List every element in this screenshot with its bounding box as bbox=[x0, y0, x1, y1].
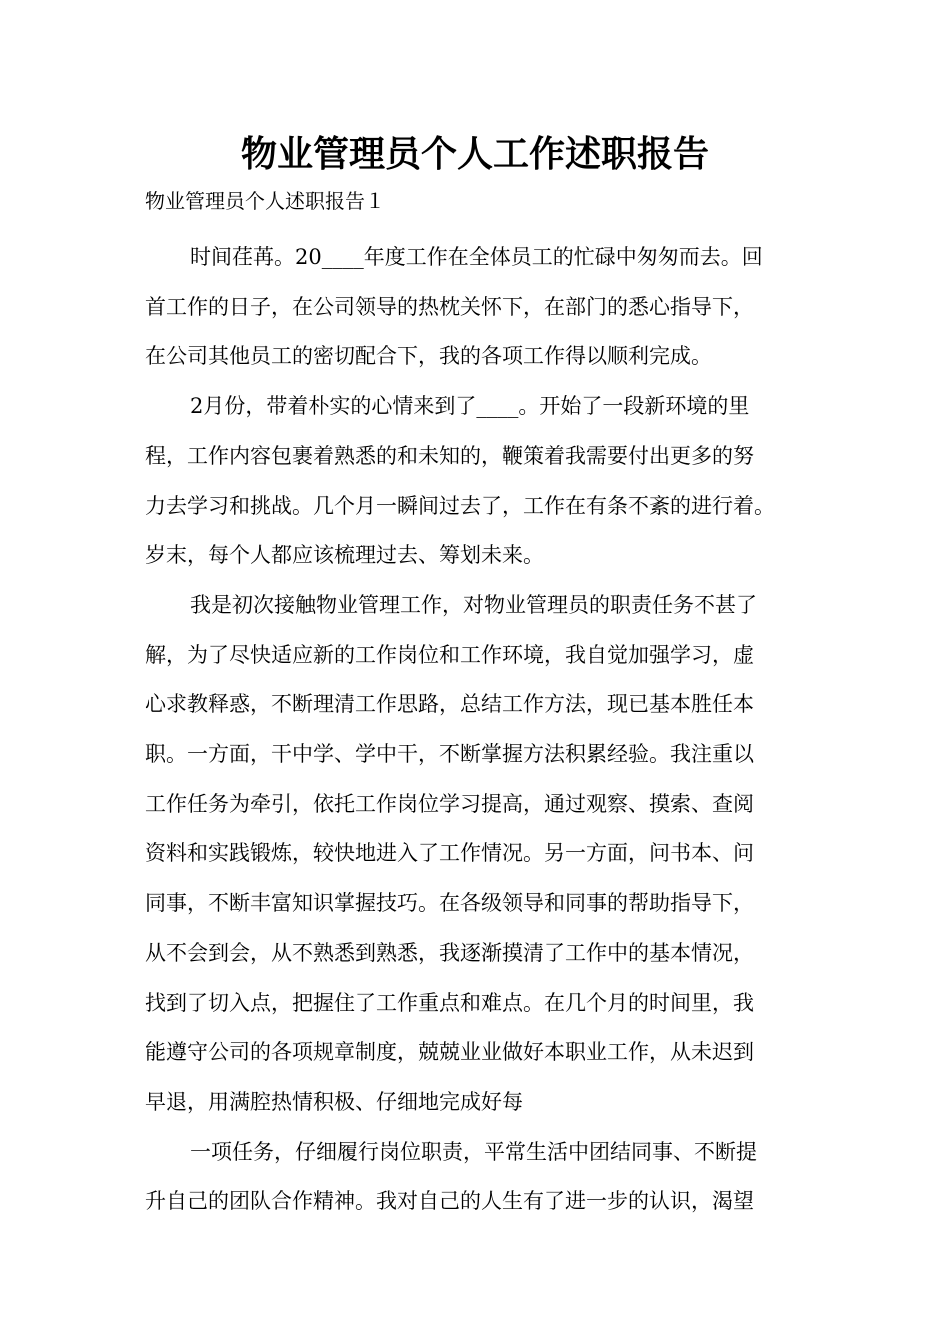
paragraph-line: 在公司其他员工的密切配合下，我的各项工作得以顺利完成。 bbox=[145, 344, 712, 369]
paragraph-3 bbox=[145, 581, 811, 1128]
paragraph-line: 程，工作内容包裹着熟悉的和未知的，鞭策着我需要付出更多的努 bbox=[145, 443, 754, 468]
paragraph-line: 从不会到会，从不熟悉到熟悉，我逐渐摸清了工作中的基本情况， bbox=[145, 940, 754, 965]
paragraph-line: 解，为了尽快适应新的工作岗位和工作环境，我自觉加强学习，虚 bbox=[145, 642, 754, 667]
paragraph-line: 心求教释惑，不断理清工作思路，总结工作方法，现已基本胜任本 bbox=[145, 692, 754, 717]
paragraph-line: 找到了切入点，把握住了工作重点和难点。在几个月的时间里，我 bbox=[145, 990, 754, 1015]
paragraph-line: 岁末，每个人都应该梳理过去、筹划未来。 bbox=[145, 543, 544, 568]
paragraph-line: 升自己的团队合作精神。我对自己的人生有了进一步的认识，渴望 bbox=[145, 1189, 754, 1214]
paragraph-line: 首工作的日子，在公司领导的热枕关怀下，在部门的悉心指导下， bbox=[145, 294, 754, 319]
paragraph-line: 职。一方面，干中学、学中干，不断掌握方法积累经验。我注重以 bbox=[145, 742, 754, 767]
paragraph-line: 同事，不断丰富知识掌握技巧。在各级领导和同事的帮助指导下， bbox=[145, 891, 754, 916]
document-title: 物业管理员个人工作述职报告 bbox=[240, 133, 709, 175]
paragraph-line: 时间荏苒。20____年度工作在全体员工的忙碌中匆匆而去。回 bbox=[190, 245, 763, 269]
document-subtitle: 物业管理员个人述职报告１ bbox=[145, 189, 385, 213]
paragraph-line: 2月份，带着朴实的心情来到了____。开始了一段新环境的里 bbox=[190, 394, 750, 419]
paragraph-4 bbox=[145, 1128, 811, 1227]
paragraph-line: 我是初次接触物业管理工作，对物业管理员的职责任务不甚了 bbox=[190, 592, 757, 617]
document-body bbox=[145, 233, 811, 1227]
paragraph-line: 资料和实践锻炼，较快地进入了工作情况。另一方面，问书本、问 bbox=[145, 841, 754, 866]
paragraph-line: 能遵守公司的各项规章制度，兢兢业业做好本职业工作，从未迟到 bbox=[145, 1040, 754, 1065]
paragraph-line: 一项任务，仔细履行岗位职责，平常生活中团结同事、不断提 bbox=[190, 1139, 757, 1164]
paragraph-line: 早退，用满腔热情积极、仔细地完成好每 bbox=[145, 1089, 523, 1114]
paragraph-2 bbox=[145, 382, 811, 581]
paragraph-line: 工作任务为牵引，依托工作岗位学习提高，通过观察、摸索、查阅 bbox=[145, 791, 754, 816]
paragraph-line: 力去学习和挑战。几个月一瞬间过去了，工作在有条不紊的进行着。 bbox=[145, 493, 775, 518]
paragraph-1 bbox=[145, 233, 811, 382]
